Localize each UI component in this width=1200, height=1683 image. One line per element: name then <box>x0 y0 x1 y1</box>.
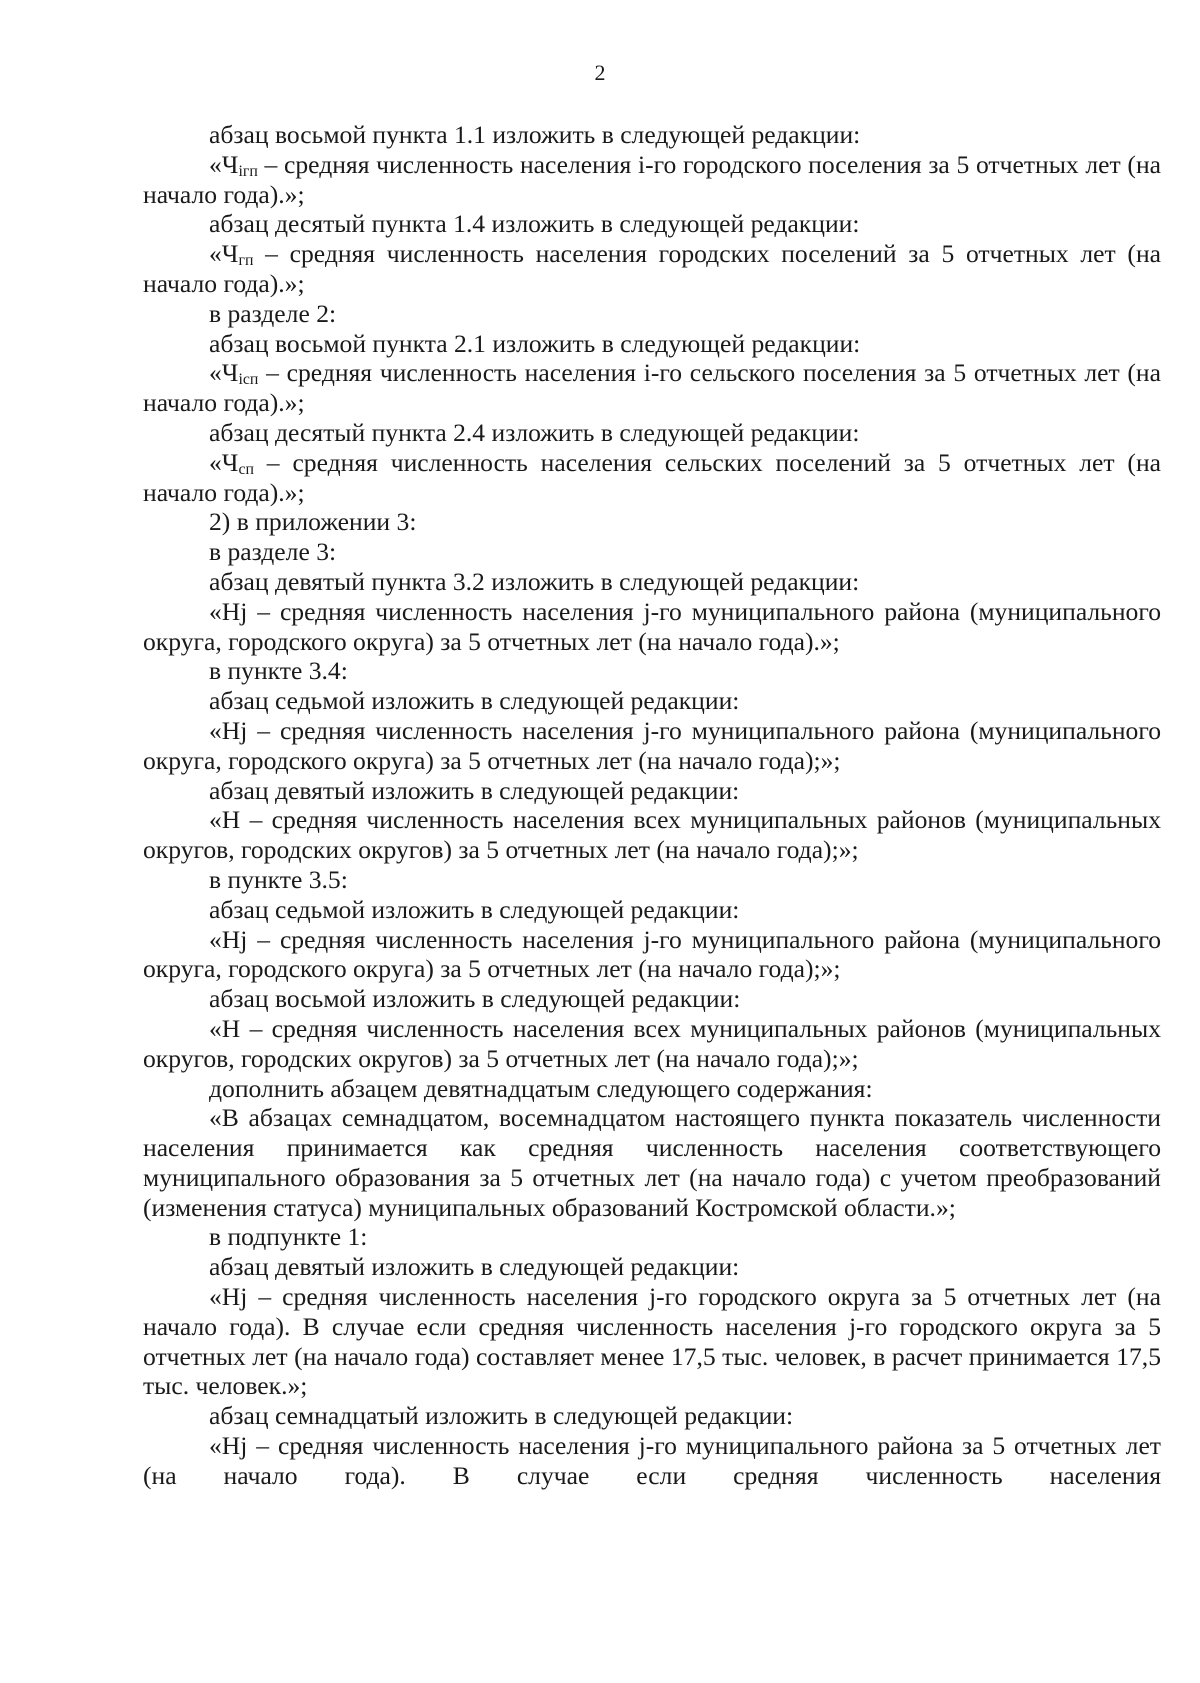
paragraph <box>143 1222 1161 1252</box>
paragraph <box>143 1282 1161 1401</box>
paragraph <box>143 239 1161 299</box>
paragraph-text: в пункте 3.4: <box>209 656 348 686</box>
page-number: 2 <box>594 60 606 85</box>
formula-subscript: iсп <box>238 371 259 389</box>
document-body <box>143 120 1161 1491</box>
paragraph <box>143 1074 1161 1104</box>
paragraph <box>143 1431 1161 1491</box>
paragraph-text: 2) в приложении 3: <box>209 507 417 537</box>
paragraph-text: в разделе 2: <box>209 298 337 328</box>
paragraph <box>143 1014 1161 1074</box>
paragraph <box>143 1252 1161 1282</box>
paragraph <box>143 299 1161 329</box>
paragraph-text: в пункте 3.5: <box>209 864 348 894</box>
paragraph-text: «Н – средняя численность населения всех муниципальных районов (муниципальных округов, городских округов) за 5 отчетных лет (на начало года);»; <box>143 1013 1161 1073</box>
paragraph <box>143 120 1161 150</box>
paragraph-text: абзац десятый пункта 1.4 изложить в следующей редакции: <box>209 209 860 239</box>
formula-symbol: «Ч <box>209 149 239 179</box>
paragraph-text: абзац семнадцатый изложить в следующей редакции: <box>209 1401 794 1431</box>
paragraph-text: абзац восьмой пункта 1.1 изложить в следующей редакции: <box>209 120 861 149</box>
paragraph <box>143 1103 1161 1222</box>
paragraph-text: «Hj – средняя численность населения j-го муниципального района (муниципального округа, городского округа) за 5 отчетных лет (на начало года);»; <box>143 924 1161 984</box>
paragraph <box>143 448 1161 508</box>
paragraph-text: абзац восьмой изложить в следующей редакции: <box>209 984 741 1014</box>
paragraph <box>143 358 1161 418</box>
formula-symbol: «Ч <box>209 447 239 477</box>
paragraph-text: «Hj – средняя численность населения j-го муниципального района (муниципального округа, городского округа) за 5 отчетных лет (на начало года);»; <box>143 715 1161 775</box>
formula-subscript: гп <box>238 252 254 270</box>
formula-subscript: iгп <box>238 162 258 180</box>
formula-symbol: «Ч <box>209 358 239 388</box>
paragraph <box>143 209 1161 239</box>
paragraph <box>143 150 1161 210</box>
paragraph <box>143 895 1161 925</box>
paragraph <box>143 686 1161 716</box>
paragraph-text: – средняя численность населения i-го сельского поселения за 5 отчетных лет (на начало года).»; <box>143 358 1161 418</box>
paragraph <box>143 418 1161 448</box>
paragraph <box>143 984 1161 1014</box>
paragraph-text: абзац седьмой изложить в следующей редакции: <box>209 894 740 924</box>
paragraph-text: – средняя численность населения городских поселений за 5 отчетных лет (на начало года).»; <box>143 239 1161 298</box>
paragraph <box>143 776 1161 806</box>
paragraph-text: – средняя численность населения сельских поселений за 5 отчетных лет (на начало года).»; <box>143 447 1161 507</box>
paragraph-text: абзац восьмой пункта 2.1 изложить в следующей редакции: <box>209 328 861 358</box>
paragraph-text: «Н – средняя численность населения всех муниципальных районов (муниципальных округов, городских округов) за 5 отчетных лет (на начало года);»; <box>143 805 1161 865</box>
paragraph-text: абзац девятый изложить в следующей редакции: <box>209 775 740 805</box>
formula-subscript: сп <box>238 460 254 478</box>
paragraph <box>143 1401 1161 1431</box>
paragraph-text: абзац десятый пункта 2.4 изложить в следующей редакции: <box>209 417 860 447</box>
paragraph <box>143 329 1161 359</box>
paragraph-text: – средняя численность населения i-го городского поселения за 5 отчетных лет (на начало года).»; <box>143 149 1161 209</box>
paragraph <box>143 537 1161 567</box>
paragraph <box>143 925 1161 985</box>
paragraph <box>143 805 1161 865</box>
paragraph <box>143 507 1161 537</box>
paragraph <box>143 656 1161 686</box>
paragraph <box>143 567 1161 597</box>
paragraph-text: абзац девятый изложить в следующей редакции: <box>209 1252 740 1282</box>
paragraph <box>143 865 1161 895</box>
paragraph-text: абзац седьмой изложить в следующей редакции: <box>209 686 740 716</box>
paragraph-text: абзац девятый пункта 3.2 изложить в следующей редакции: <box>209 566 860 596</box>
paragraph-text: «Hj – средняя численность населения j-го муниципального района за 5 отчетных лет (на начало года). В случае если средняя численность населения <box>143 1431 1161 1490</box>
paragraph <box>143 597 1161 657</box>
paragraph-text: в подпункте 1: <box>209 1222 368 1252</box>
formula-symbol: «Ч <box>209 239 239 269</box>
paragraph-text: дополнить абзацем девятнадцатым следующего содержания: <box>209 1073 873 1103</box>
paragraph-text: в разделе 3: <box>209 537 337 567</box>
paragraph-text: «Hj – средняя численность населения j-го муниципального района (муниципального округа, городского округа) за 5 отчетных лет (на начало года).»; <box>143 596 1161 656</box>
paragraph-text: «Hj – средняя численность населения j-го городского округа за 5 отчетных лет (на начало года). В случае если средняя численность населения j-го городского округа за 5 отчетных лет (на начало года) составляет менее 17,5 тыс. человек, в расчет принимается 17,5 тыс. человек.»; <box>143 1282 1161 1401</box>
paragraph <box>143 716 1161 776</box>
paragraph-text: «В абзацах семнадцатом, восемнадцатом настоящего пункта показатель численности населения принимается как средняя численность населения соответствующего муниципального образования за 5 отчетных лет (на начало года) с учетом преобразований (изменения статуса) муниципальных образований Костромской области.»; <box>143 1103 1161 1222</box>
